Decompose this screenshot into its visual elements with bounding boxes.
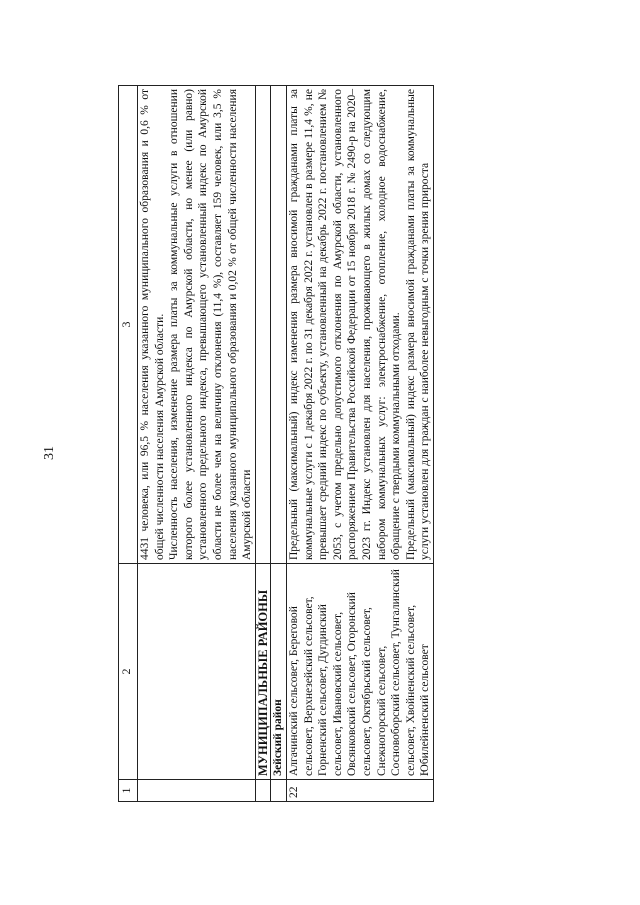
district-title: Зейский район <box>271 564 287 780</box>
page-number: 31 <box>42 446 57 460</box>
district-row <box>271 86 287 802</box>
table-row-continuation <box>138 86 256 802</box>
row22-paragraph-1: Предельный (максимальный) индекс изменения размера вносимой гражданами платы за коммунальные услуги с 1 декабря 2022 г. по 31 декабря 2022 г. установлен в размере 11,4 %, не превышает средний индекс по субъекту, установленный на декабрь 2022 г. постановлением № 2053, с учетом предельно допустимого отклонения по Амурской области, установленного распоряжением Правительства Российской Федерации от 15 ноября 2018 г. № 2490-р на 2020–2023 гг. Индекс установлен для населения, проживающего в жилых домах со следующим набором коммунальных услуг: электроснабжение, отопление, холодное водоснабжение, обращение с твердыми коммунальными отходами. <box>287 89 403 560</box>
district-number-cell <box>271 780 287 802</box>
header-col-1: 1 <box>119 780 138 802</box>
continuation-description-cell <box>138 86 256 564</box>
table-row-22 <box>286 86 433 802</box>
continuation-paragraph-1: 4431 человека, или 96,5 % населения указанного муниципального образования и 0,6 % от общей численности населения Амурской области. <box>139 89 166 560</box>
continuation-municipality-cell <box>138 564 256 780</box>
row-number: 22 <box>286 780 433 802</box>
header-col-3: 3 <box>119 86 138 564</box>
district-empty-cell <box>271 86 287 564</box>
continuation-number-cell <box>138 780 256 802</box>
row22-paragraph-2: Предельный (максимальный) индекс размера вносимой гражданами платы за коммунальные услуги установлен для граждан с наиболее невыгодным с точки зрения прироста <box>404 89 432 560</box>
section-empty-cell <box>255 86 271 564</box>
municipalities-list: Алгачинский сельсовет, Береговой сельсовет, Верхнезейский сельсовет, Горненский сельсовет, Дугдинский сельсовет, Ивановский сельсовет, Овсянковский сельсовет, Огоронский сельсовет, Октябрьский сельсовет, Снежногорский сельсовет, Сосновоборский сельсовет, Тунгалинский сельсовет, Хвойненский сельсовет, Юбилейненский сельсовет <box>286 564 433 780</box>
header-col-2: 2 <box>119 564 138 780</box>
table-header-row <box>119 86 138 802</box>
rotated-table-container <box>118 86 590 802</box>
section-row <box>255 86 271 802</box>
continuation-paragraph-2: Численность населения, изменение размера платы за коммунальные услуги в отношении которого более установленного индекса по Амурской области, но менее (или равно) установленного предельного индекса, превышающего установленный индекс по Амурской области не более чем на величину отклонения (11,4 %), составляет 159 человек, или 3,5 % населения указанного муниципального образования и 0,02 % от общей численности населения Амурской области <box>168 89 254 560</box>
row22-description-cell <box>286 86 433 564</box>
tariff-table <box>118 85 434 802</box>
section-title: МУНИЦИПАЛЬНЫЕ РАЙОНЫ <box>255 564 271 780</box>
section-number-cell <box>255 780 271 802</box>
